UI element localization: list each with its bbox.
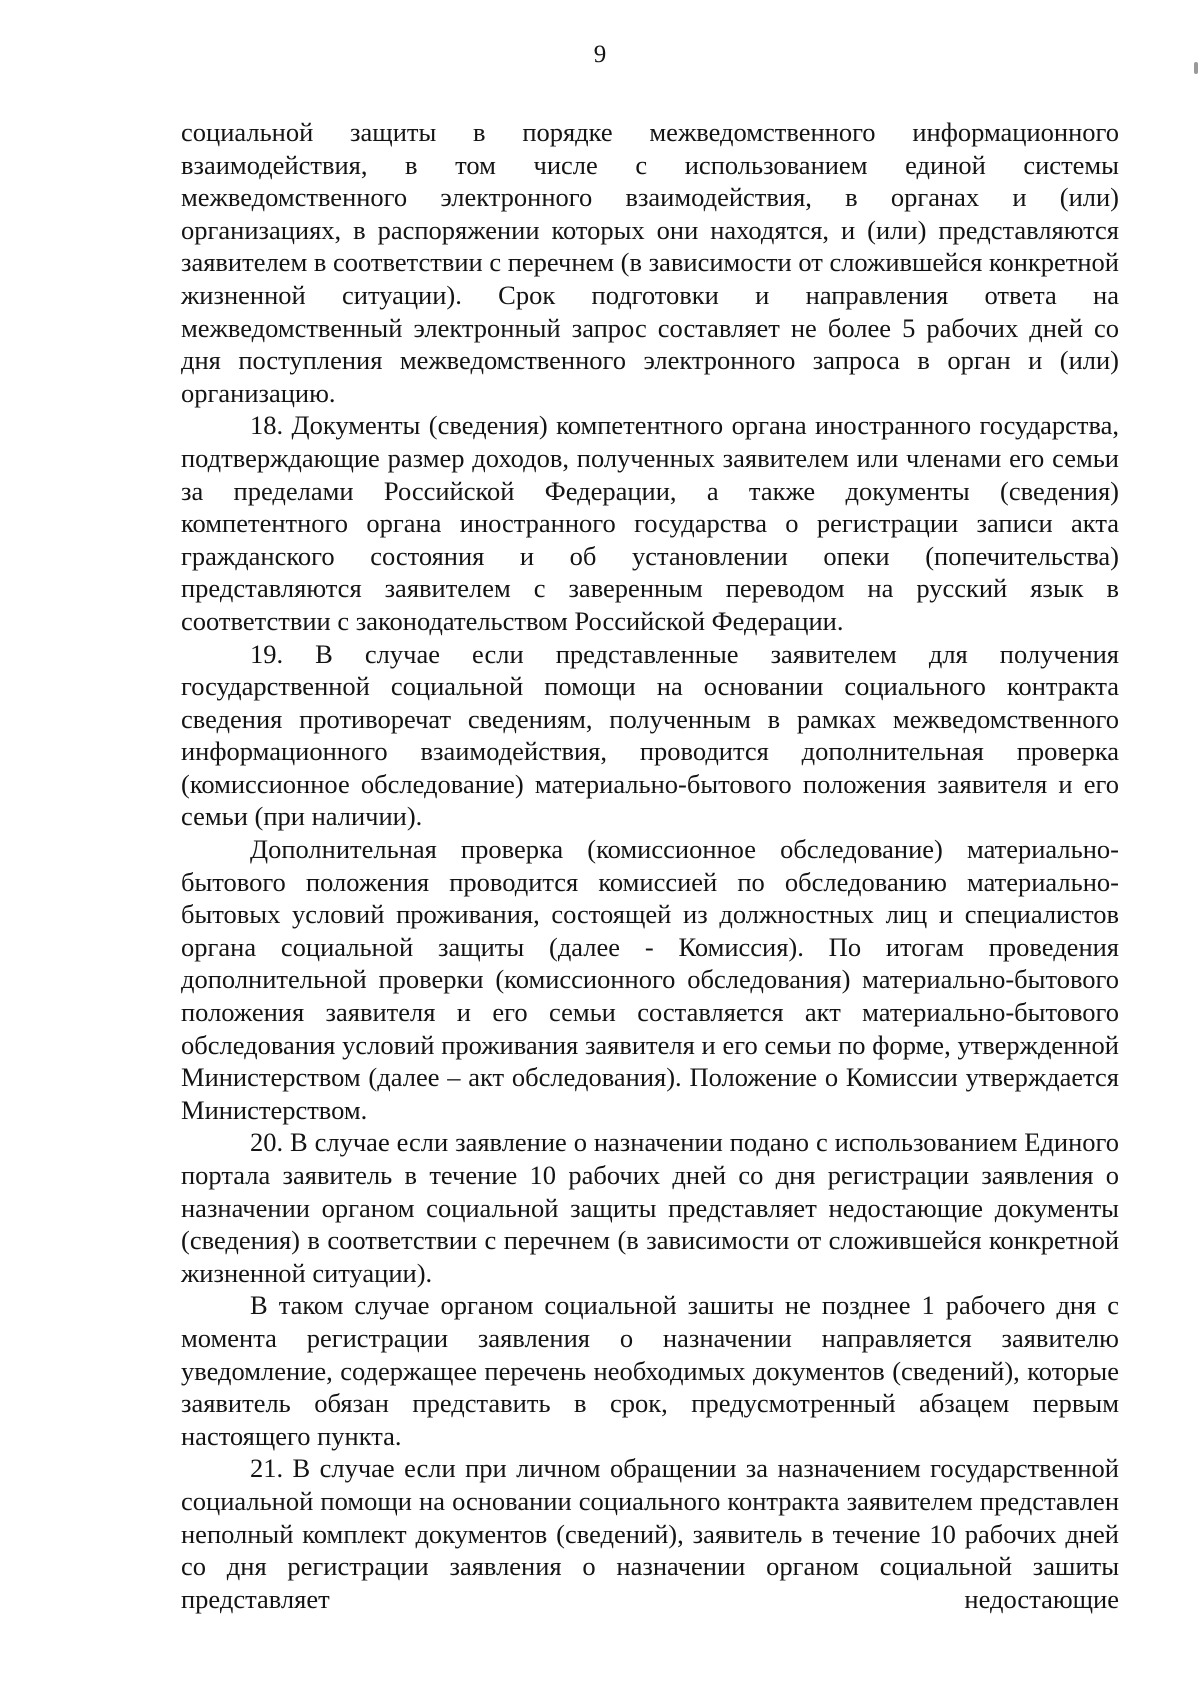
- page-number: 9: [593, 41, 607, 68]
- document-body: [181, 116, 1119, 1615]
- paragraph-19: 19. В случае если представленные заявителем для получения государственной социальной помощи на основании социального контракта сведения противоречат сведениям, полученным в рамках межведомственного информационного взаимодействия, проводится дополнительная проверка (комиссионное обследование) материально-бытового положения заявителя и его семьи (при наличии).: [181, 638, 1119, 832]
- scan-margin-mark: [1194, 62, 1198, 74]
- paragraph-19-additional-check: Дополнительная проверка (комиссионное обследование) материально-бытового положения проводится комиссией по обследованию материально-бытовых условий проживания, состоящей из должностных лиц и специалистов органа социальной защиты (далее - Комиссия). По итогам проведения дополнительной проверки (комиссионного обследования) материально-бытового положения заявителя и его семьи составляется акт материально-бытового обследования условий проживания заявителя и его семьи по форме, утвержденной Министерством (далее – акт обследования). Положение о Комиссии утверждается Министерством.: [181, 834, 1119, 1125]
- paragraph-20: 20. В случае если заявление о назначении подано с использованием Единого портала заявитель в течение 10 рабочих дней со дня регистрации заявления о назначении органом социальной защиты представляет недостающие документы (сведения) в соответствии с перечнем (в зависимости от сложившейся конкретной жизненной ситуации).: [181, 1127, 1119, 1288]
- paragraph-20-notification: В таком случае органом социальной зашиты не позднее 1 рабочего дня с момента регистрации заявления о назначении направляется заявителю уведомление, содержащее перечень необходимых документов (сведений), которые заявитель обязан представить в срок, предусмотренный абзацем первым настоящего пункта.: [181, 1290, 1119, 1451]
- paragraph-21: 21. В случае если при личном обращении за назначением государственной социальной помощи на основании социального контракта заявителем представлен неполный комплект документов (сведений), заявитель в течение 10 рабочих дней со дня регистрации заявления о назначении органом социальной зашиты представляет недостающие: [181, 1453, 1119, 1614]
- paragraph-continuation: социальной защиты в порядке межведомственного информационного взаимодействия, в том числе с использованием единой системы межведомственного электронного взаимодействия, в органах и (или) организациях, в распоряжении которых они находятся, и (или) представляются заявителем в соответствии с перечнем (в зависимости от сложившейся конкретной жизненной ситуации). Срок подготовки и направления ответа на межведомственный электронный запрос составляет не более 5 рабочих дней со дня поступления межведомственного электронного запроса в орган и (или) организацию.: [181, 117, 1119, 408]
- paragraph-18: 18. Документы (сведения) компетентного органа иностранного государства, подтверждающие размер доходов, полученных заявителем или членами его семьи за пределами Российской Федерации, а также документы (сведения) компетентного органа иностранного государства о регистрации записи акта гражданского состояния и об установлении опеки (попечительства) представляются заявителем с заверенным переводом на русский язык в соответствии с законодательством Российской Федерации.: [181, 410, 1119, 636]
